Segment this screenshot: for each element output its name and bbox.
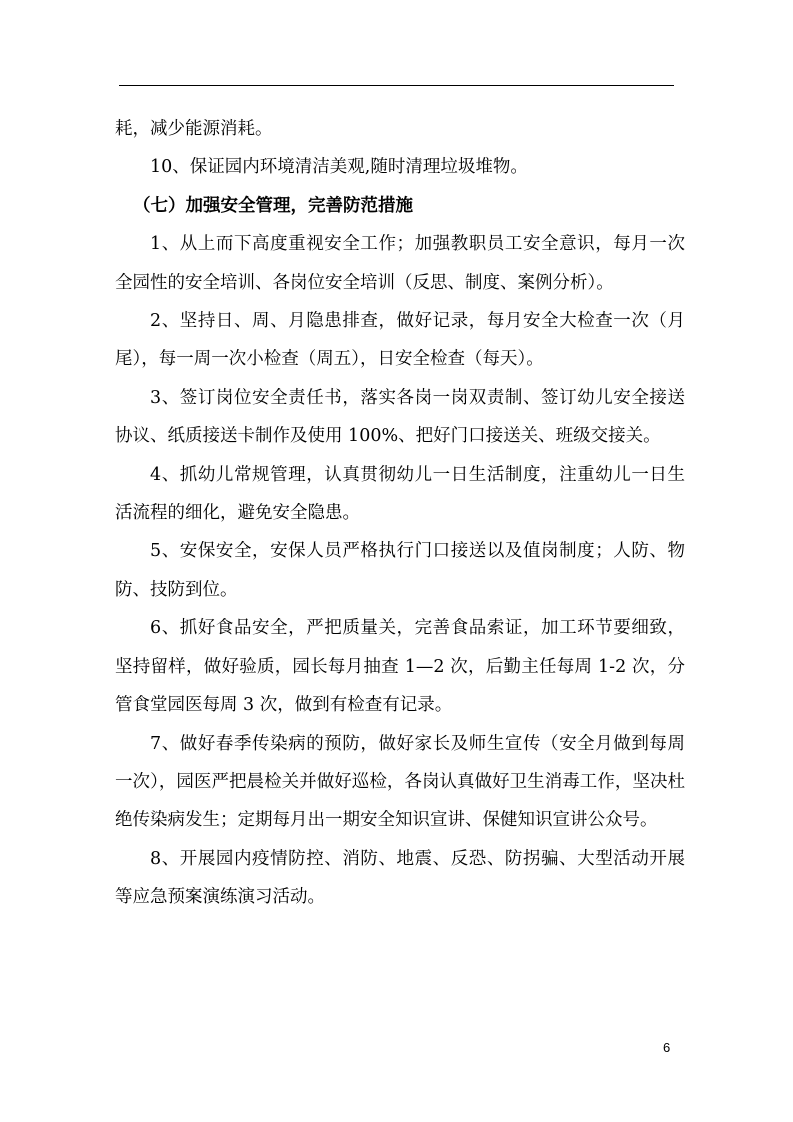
item-1-paragraph: 1、从上而下高度重视安全工作；加强教职员工安全意识，每月一次全园性的安全培训、各岗位安全培训（反思、制度、案例分析）。 [115, 234, 685, 293]
item-4-paragraph: 4、抓幼儿常规管理，认真贯彻幼儿一日生活制度，注重幼儿一日生活流程的细化，避免安全隐患。 [115, 464, 685, 524]
item-2-paragraph: 2、坚持日、周、月隐患排查，做好记录，每月安全大检查一次（月尾），每一周一次小检查（周五），日安全检查（每天）。 [115, 311, 685, 370]
item-6-paragraph: 6、抓好食品安全，严把质量关，完善食品索证，加工环节要细致，坚持留样，做好验质，园长每月抽查 1—2 次，后勤主任每周 1-2 次，分管食堂园医每周 3 次，做到有检查有记录。 [115, 618, 685, 716]
item-7-paragraph: 7、做好春季传染病的预防，做好家长及师生宣传（安全月做到每周一次），园医严把晨检关并做好巡检，各岗认真做好卫生消毒工作，坚决杜绝传染病发生；定期每月出一期安全知识宣讲、保健知识宣讲公众号。 [115, 733, 685, 831]
page-number: 6 [663, 1040, 671, 1055]
document-body [115, 110, 685, 917]
section-heading: （七）加强安全管理，完善防范措施 [133, 195, 413, 216]
item-10-paragraph: 10、保证园内环境清洁美观,随时清理垃圾堆物。 [150, 157, 528, 178]
item-8-paragraph: 8、开展园内疫情防控、消防、地震、反恐、防拐骗、大型活动开展等应急预案演练演习活动。 [115, 848, 685, 908]
item-5-paragraph: 5、安保安全，安保人员严格执行门口接送以及值岗制度；人防、物防、技防到位。 [115, 541, 685, 600]
header-rule [119, 85, 674, 86]
item-3-paragraph: 3、签订岗位安全责任书，落实各岗一岗双责制、签订幼儿安全接送协议、纸质接送卡制作及使用 100%、把好门口接送关、班级交接关。 [115, 387, 685, 447]
continuation-paragraph: 耗，减少能源消耗。 [115, 119, 273, 139]
